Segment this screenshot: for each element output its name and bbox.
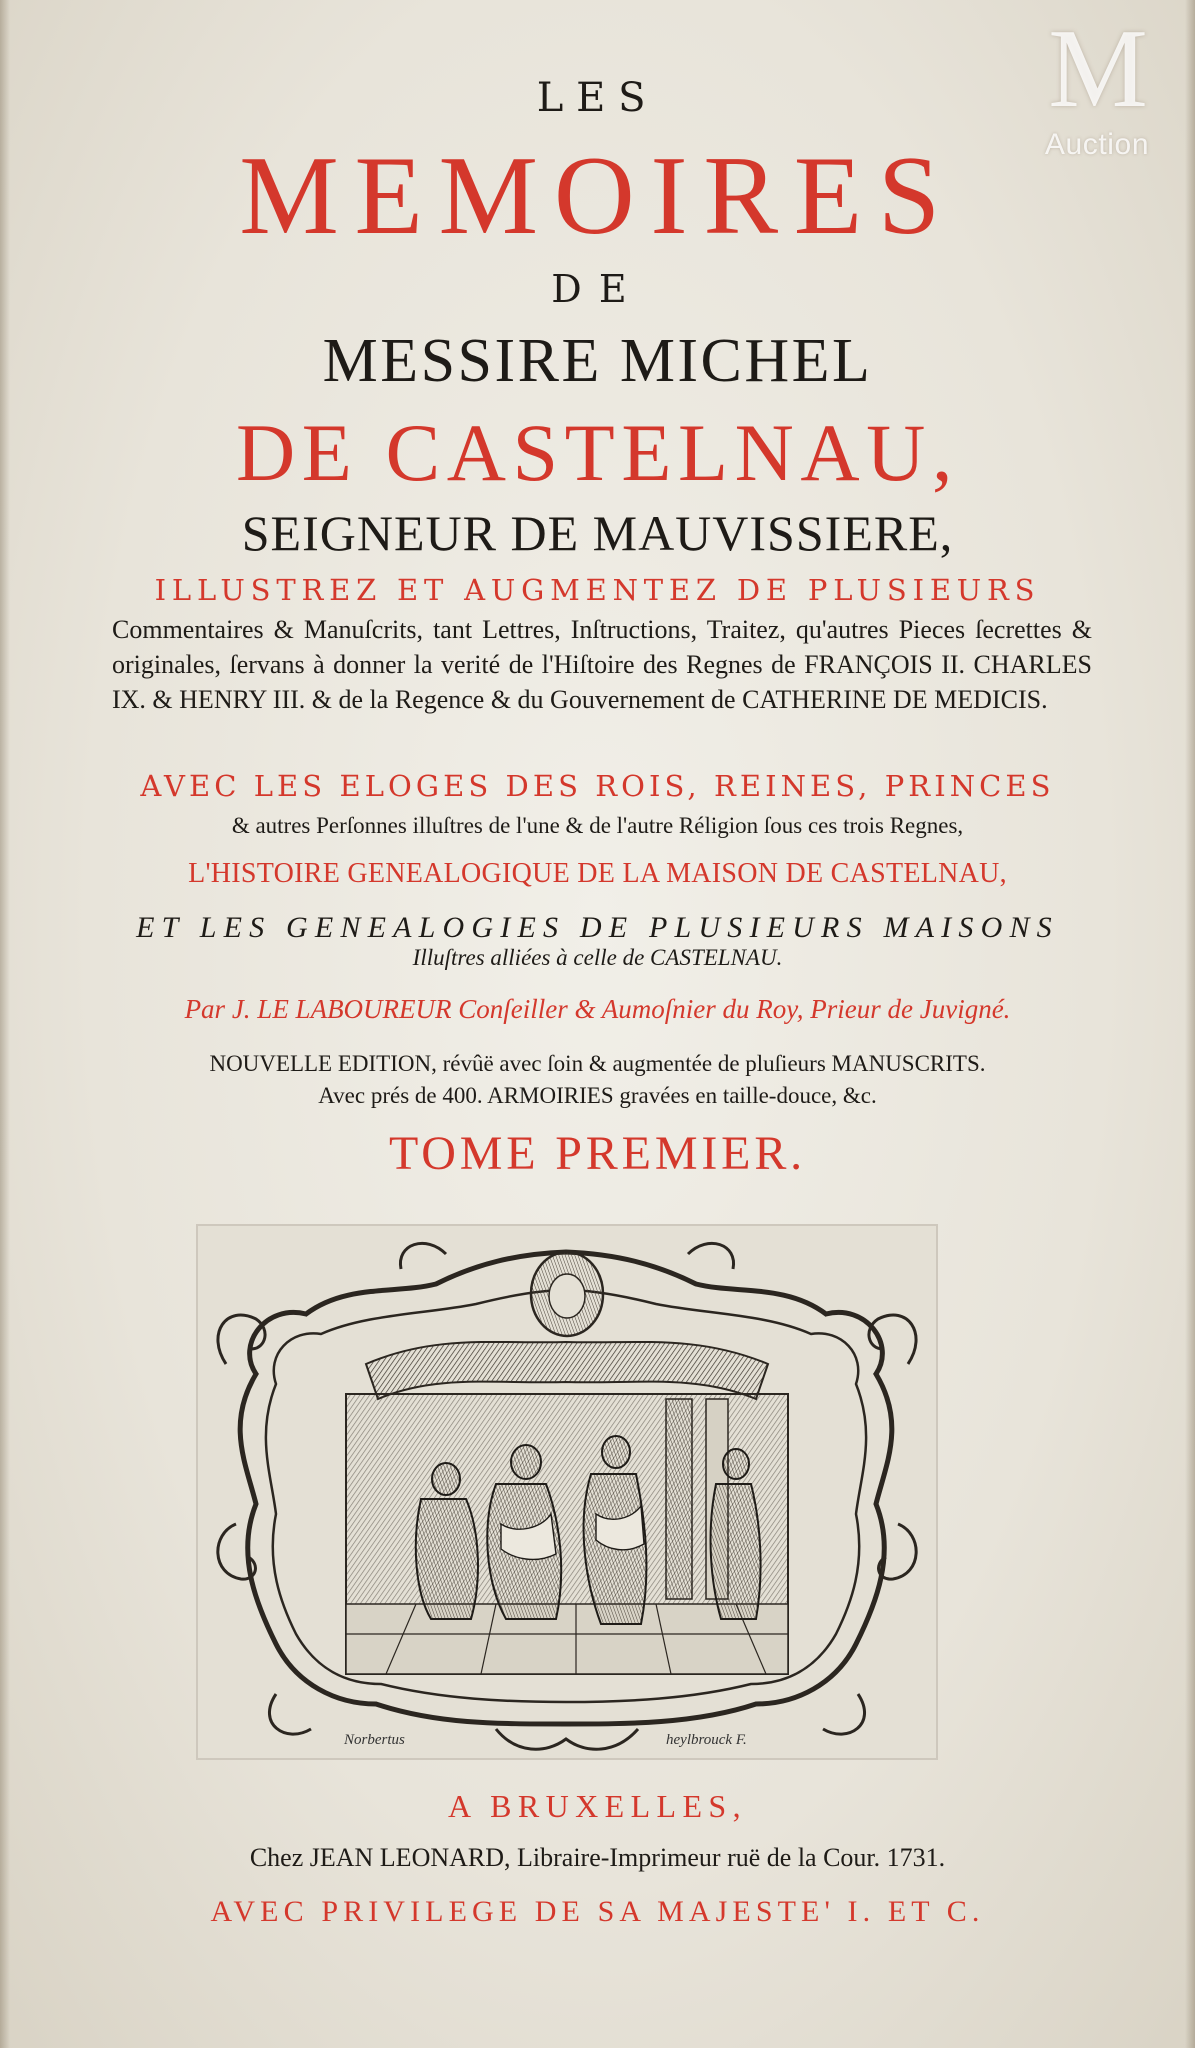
subtitle-avec-eloges: AVEC LES ELOGES DES ROIS, REINES, PRINCES <box>140 769 1055 803</box>
title-messire-michel: MESSIRE MICHEL <box>322 327 873 395</box>
edition-line: NOUVELLE EDITION, révûë avec ſoin & augmentée de pluſieurs MANUSCRITS. <box>209 1051 986 1076</box>
auction-watermark-logo <box>1012 7 1182 185</box>
armoiries-line: Avec prés de 400. ARMOIRIES gravées en taille-douce, &c. <box>318 1083 877 1108</box>
author-line: Par J. LE LABOUREUR Conſeiller & Aumoſnier du Roy, Prieur de Juvigné. <box>184 994 1011 1024</box>
engraving-artwork <box>196 1224 938 1760</box>
title-de: DE <box>551 267 644 311</box>
engraving-signature-right: heylbrouck F. <box>666 1732 747 1748</box>
imprint-printer: Chez JEAN LEONARD, Libraire-Imprimeur ruë de la Cour. 1731. <box>249 1843 946 1872</box>
imprint-city: A BRUXELLES, <box>447 1788 748 1824</box>
description-illustres-alliees: Illuſtres alliées à celle de CASTELNAU. <box>412 945 783 970</box>
imprint-privilege: AVEC PRIVILEGE DE SA MAJESTE' I. ET C. <box>210 1895 985 1928</box>
description-commentaires: Commentaires & Manuſcrits, tant Lettres, Inſtructions, Traitez, qu'autres Pieces ſecrettes & originales, ſervans à donner la verité de l'Hiſtoire des Regnes de FRANÇOIS II. CHARLES IX. & HENRY III. & de la Regence & du Gouvernement de CATHERINE DE MEDICIS. <box>112 615 1092 714</box>
volume-title: TOME PREMIER. <box>388 1127 807 1180</box>
title-les: LES <box>536 75 659 121</box>
title-memoires: MEMOIRES <box>239 134 956 258</box>
subtitle-seigneur: SEIGNEUR DE MAUVISSIERE, <box>241 505 954 561</box>
description-autres-personnes: & autres Perſonnes illuſtres de l'une & de l'autre Réligion ſous ces trois Regnes, <box>231 813 964 838</box>
watermark-word: Auction <box>1044 128 1150 161</box>
subtitle-illustrez: ILLUSTREZ ET AUGMENTEZ DE PLUSIEURS <box>154 573 1041 607</box>
title-de-castelnau: DE CASTELNAU, <box>235 407 960 498</box>
engraving-vignette <box>196 1224 938 1760</box>
subtitle-genealogies: ET LES GENEALOGIES DE PLUSIEURS MAISONS <box>136 911 1059 944</box>
engraving-signature-left: Norbertus <box>344 1732 405 1748</box>
watermark-letter: M <box>1048 7 1146 131</box>
subtitle-histoire-genealogique: L'HISTOIRE GENEALOGIQUE DE LA MAISON DE CASTELNAU, <box>188 858 1007 889</box>
